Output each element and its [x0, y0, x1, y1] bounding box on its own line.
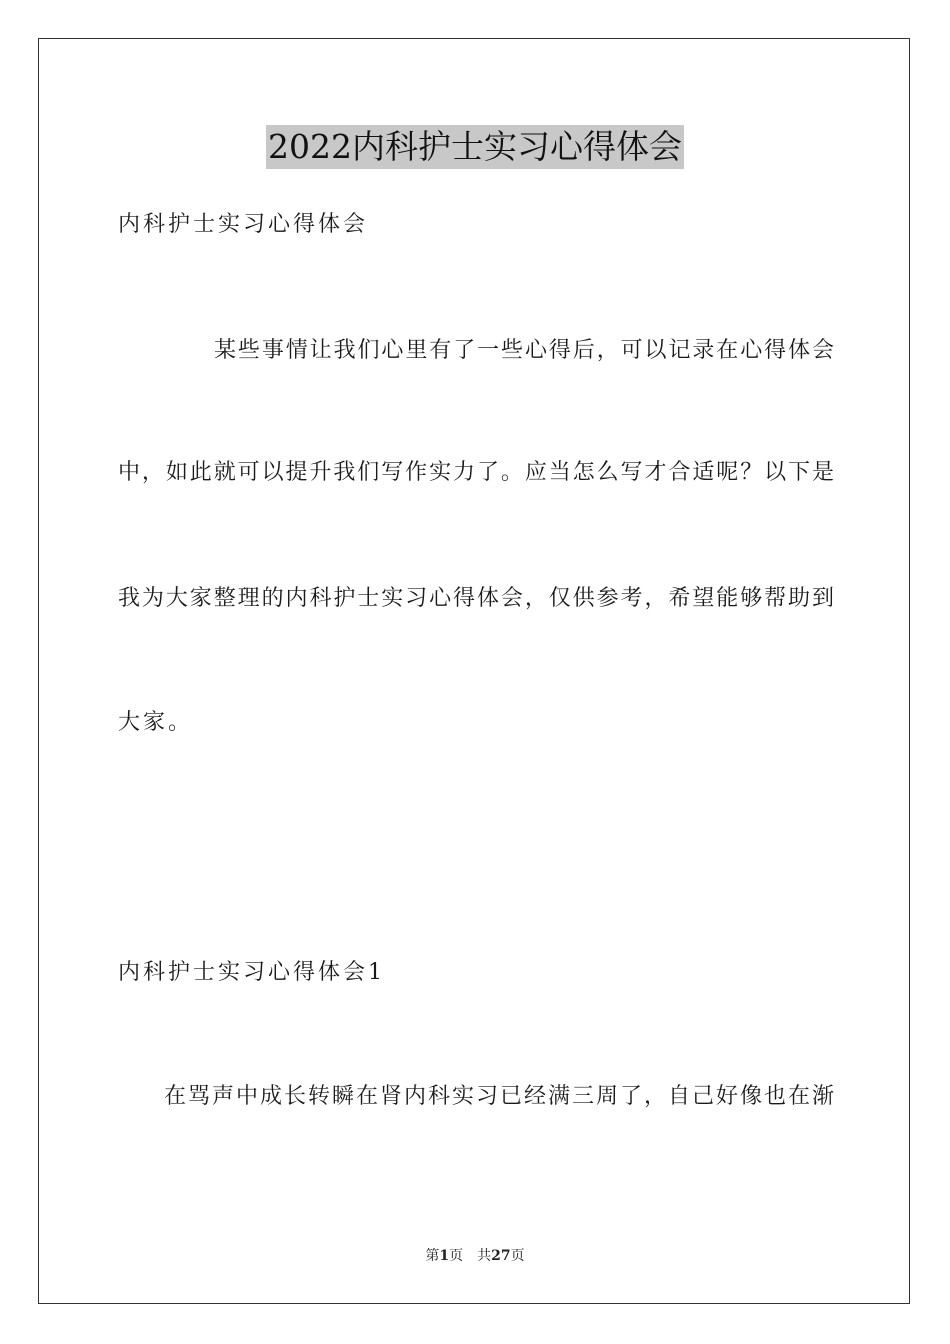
page-footer: [0, 1246, 950, 1266]
document-title: 2022内科护士实习心得体会: [266, 125, 684, 169]
footer-page-mid: 页 共: [449, 1248, 492, 1264]
intro-line-2: 中，如此就可以提升我们写作实力了。应当怎么写才合适呢？以下是: [118, 460, 834, 485]
footer-page-current: 1: [439, 1248, 450, 1264]
document-subtitle: 内科护士实习心得体会: [118, 212, 369, 237]
title-container: [0, 125, 950, 169]
section-heading: 内科护士实习心得体会1: [118, 960, 385, 985]
intro-line-1: 某些事情让我们心里有了一些心得后，可以记录在心得体会: [214, 338, 834, 363]
intro-line-3: 我为大家整理的内科护士实习心得体会，仅供参考，希望能够帮助到: [118, 586, 834, 611]
footer-page-prefix: 第: [425, 1248, 440, 1264]
section-first-line: 在骂声中成长转瞬在肾内科实习已经满三周了，自己好像也在渐: [164, 1084, 834, 1109]
footer-page-suffix: 页: [510, 1248, 525, 1264]
intro-line-4: 大家。: [118, 710, 194, 735]
footer-page-total: 27: [491, 1248, 511, 1264]
